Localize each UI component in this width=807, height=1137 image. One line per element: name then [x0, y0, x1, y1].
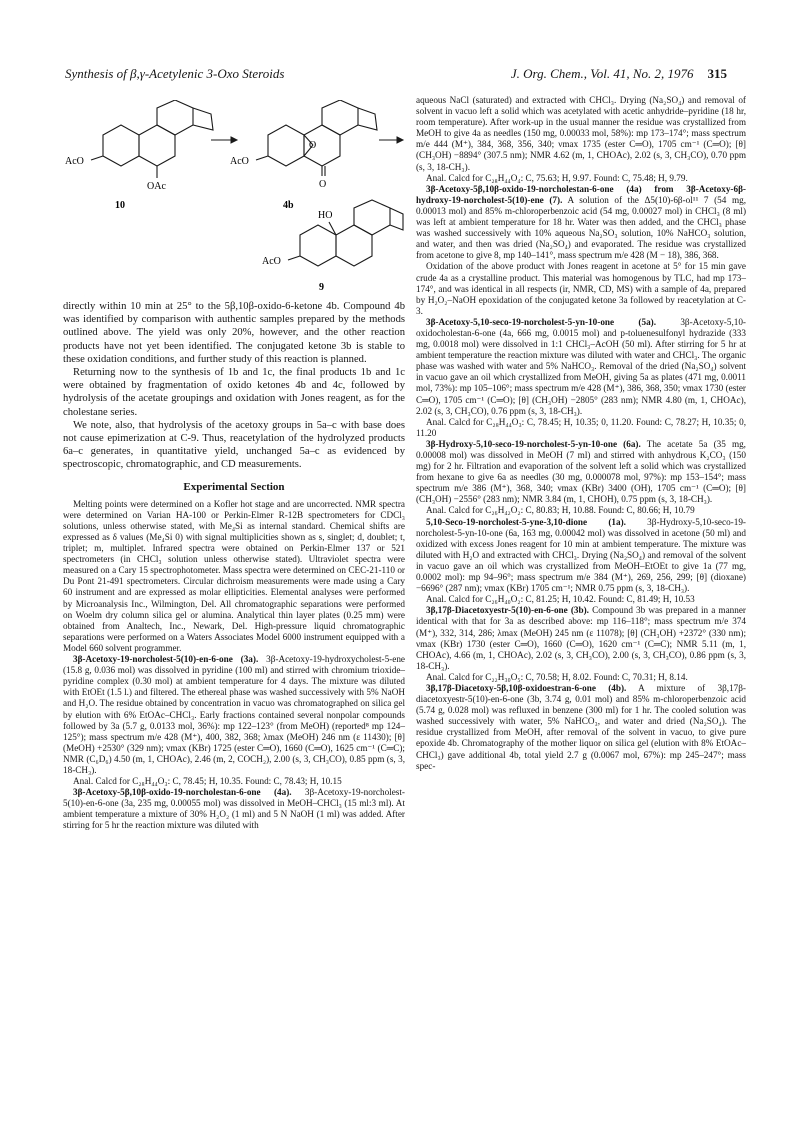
paragraph-results-1: directly within 10 min at 25° to the 5β,10β-oxido-6-ketone 4b. Compound 4b was identified by comparison with authentic samples prepared by the methods outlined above. The yield was only 20%, however, and the other reaction products have not yet been identified. The conjugated ketone 3b is stable to these oxidation conditions, and further study of this reaction is planned. — [63, 301, 405, 365]
analysis-3a: Anal. Calcd for C₂₈H₄₄O₃: C, 78.45; H, 10.35. Found: C, 78.43; H, 10.15 — [73, 776, 342, 787]
arrow-2 — [379, 137, 403, 143]
paragraph-procedure-6a — [416, 439, 746, 506]
analysis-1a: Anal. Calcd for C₂₆H₄₀O₂: C, 81.25; H, 10.42. Found: C, 81.49; H, 10.53 — [426, 594, 695, 605]
procedure-title-5a: 3β-Acetoxy-5,10-seco-19-norcholest-5-yn-10-one (5a). — [426, 316, 657, 327]
paragraph-procedure-4a — [63, 787, 405, 831]
paragraph-general-methods: Melting points were determined on a Kofler hot stage and are uncorrected. NMR spectra were determined on Varian HA-100 or Perkin-Elmer R-12B spectrometers for CDCl₃ solutions, unless otherwise stated, with Me₄Si as internal standard. Chemical shifts are expressed as δ values (Me₄Si 0) with signal multiplicities shown as s, singlet; d, doublet; t, triplet; m, multiplet. Infrared spectra were obtained on Perkin-Elmer 137 or 521 spectrometers (in CHCl₃ solution unless otherwise stated). Ultraviolet spectra were measured on a Cary 15 spectrophotometer. Mass spectra were determined on CEC-21-110 or Du Pont 21-491 spectrometers. Circular dichroism measurements were made using a Cary 60 instrument and are expressed as molar ellipticities. Elemental analyses were performed by Microanalysis Inc., Wilmington, Del. All chromatographic separations were performed on Woelm dry column silica gel or alumina. Analytical thin layer plates (0.25 mm) were obtained from Analtech, Inc., Newark, Del. High-pressure liquid chromatographic separations were performed on a Waters Associates Model 6000 instrument equipped with a Model 660 solvent programmer. — [63, 498, 405, 653]
label-aco-9: AcO — [262, 256, 281, 267]
procedure-body-4a-from-7: A solution of the Δ5(10)-6β-ol¹¹ 7 (54 mg, 0.00013 mol) and 85% m-chloroperbenzoic acid (54 mg, 0.00027 mol) in CHCl₃ (8 ml) was left at ambient temperature for 18 hr. Water was then added, and the CHCl₃ phase was washed successively with 10% aqueous Na₂SO₃ solution, 10% NaHCO₃ solution, and water, and then was dried (Na₂SO₄) and evaporated. The residue was crystallized from acetone to give 8, mp 140–141°, mass spectrum m/e 428 (M − 18), 386, 368. — [416, 194, 746, 261]
structure-4b — [256, 100, 377, 176]
procedure-title-4a-from-7: 3β-Acetoxy-5β,10β-oxido-19-norcholestan-6-one (4a) from 3β-Acetoxy-6β-hydroxy-19-norcholest-5(10)-ene (7). — [416, 183, 746, 205]
running-header-journal — [511, 66, 727, 82]
analysis-4a: Anal. Calcd for C₂₈H₄₄O₄: C, 75.63; H, 9.97. Found: C, 75.48; H, 9.79. — [426, 172, 688, 183]
paragraph-procedure-3a — [63, 654, 405, 776]
paragraph-procedure-4b — [416, 683, 746, 772]
label-oac-10: OAc — [147, 181, 166, 192]
procedure-body-4b: A mixture of 3β,17β-diacetoxyestr-5(10)-en-6-one (3b, 3.74 g, 0.01 mol) and 85% m-chloroperbenzoic acid (5.74 g, 0.028 mol) was refluxed in benzene (300 ml) for 1 hr. The cooled solution was washed successively with water, 5% NaHCO₃, and water and dried (Na₂SO₄). The residue crystallized from MeOH, after removal of the solvent in vacuo, to give pure epoxide 4b. Chromatography of the mother liquor on silica gel (elution with 8% EtOAc–CHCl₃) gave additional 4b, total yield 2.7 g (0.0067 mol, 67%): mp 245–247°; mass spec- — [416, 682, 746, 771]
paragraph-procedure-3b — [416, 605, 746, 672]
paragraph-procedure-5a — [416, 317, 746, 417]
procedure-title-3b: 3β,17β-Diacetoxyestr-5(10)-en-6-one (3b). — [426, 605, 589, 616]
procedure-body-5a: 3β-Acetoxy-5,10-oxidocholestan-6-one (4a, 666 mg, 0.0015 mol) and p-toluenesulfonyl hydrazide (333 mg, 0.0018 mol) were dissolved in 1:1 CHCl₃–AcOH (50 ml). After stirring for 5 hr at ambient temperature the reaction mixture was diluted with water and CHCl₃. The organic phase was washed with water and 5% NaHCO₃. Removal of the dried (Na₂SO₄) solvent in vacuo gave an oil which crystallized from MeOH, giving 5a as plates (471 mg, 0.0011 mol, 73%): mp 105–106°; mass spectrum m/e 428 (M⁺), 386, 368, 350; νmax 1730 (ester C═O), 1705 cm⁻¹ (C═O); [θ] (CH₃OH) −2805° (283 nm); NMR 4.80 (m, 1, CHOAc), 2.02 (s, 3, CH₃CO), 0.76 ppm (s, 3, 18-CH₃). — [416, 316, 746, 416]
paragraph-procedure-1a — [416, 517, 746, 595]
page-number: 315 — [707, 66, 727, 81]
label-compound-10: 10 — [115, 200, 125, 211]
procedure-title-6a: 3β-Hydroxy-5,10-seco-19-norcholest-5-yn-10-one (6a). — [426, 438, 641, 449]
label-ho-9: HO — [318, 210, 333, 221]
reaction-scheme — [63, 100, 405, 300]
label-aco-4b: AcO — [230, 156, 249, 167]
section-title-experimental: Experimental Section — [183, 480, 285, 493]
left-column — [63, 300, 405, 832]
paragraph-results-3: We note, also, that hydrolysis of the acetoxy groups in 5a–c with base does not cause epimerization at C-9. Thus, reacetylation of the hydrolyzed products 6a–c generates, in quantitative yield, unchanged 5a–c as evidenced by spectroscopic, chromatographic, and CD measurements. — [63, 419, 405, 471]
running-header-title: Synthesis of β,γ-Acetylenic 3-Oxo Steroids — [65, 66, 285, 81]
procedure-body-3a: 3β-Acetoxy-19-hydroxycholest-5-ene (15.8 g, 0.036 mol) was dissolved in pyridine (100 ml) and stirred with chromium trioxide–pyridine complex (0.30 mol) at ambient temperature for 4 days. The mixture was diluted with EtOEt (1.5 l.) and filtered. The ethereal phase was washed successively with 5% NaOH and H₂O. The residue obtained by concentration in vacuo was chromatographed on silica gel by elution with 6% EtOAc–CHCl₃. Early fractions contained several nonpolar compounds followed by 3a (5.7 g, 0.0133 mol, 36%): mp 122–123° (from MeOH) (reported⁸ mp 124–125°); mass spectrum m/e 428 (M⁺), 400, 382, 368; λmax (MeOH) 246 nm (ε 11430); [θ] (MeOH) +2530° (329 nm); νmax (KBr) 1725 (ester C═O), 1660 (C═O), 1625 cm⁻¹ (C═C); NMR (C₆D₆) 4.50 (m, 1, CHOAc), 2.46 (m, 2, COCH₂), 2.00 (s, 3, CH₃CO), 0.85 ppm (s, 3, 18-CH₃). — [63, 654, 405, 775]
label-aco-10: AcO — [65, 156, 84, 167]
procedure-body-6a: The acetate 5a (35 mg, 0.00008 mol) was dissolved in MeOH (7 ml) and stirred with anhydrous K₂CO₃ (150 mg) for 2 hr. Filtration and evaporation of the solvent left a solid which was crystallized from hexane to give 6a as needles (30 mg, 0.000078 mol, 97%): mp 153–154°; mass spectrum m/e 386 (M⁺), 368, 340; νmax (KBr) 3400 (OH), 1705 cm⁻¹ (C═O); [θ] (CH₃OH) −2556° (283 nm); NMR 3.84 (m, 1, CHOH), 0.75 ppm (s, 3, 18-CH₃). — [416, 438, 746, 505]
label-compound-9: 9 — [319, 282, 324, 293]
arrow-1 — [211, 137, 237, 143]
right-column — [416, 95, 746, 772]
procedure-title-1a: 5,10-Seco-19-norcholest-5-yne-3,10-dione (1a). — [426, 516, 626, 527]
paragraph-4a-continued: aqueous NaCl (saturated) and extracted with CHCl₃. Drying (Na₂SO₄) and removal of solvent in vacuo left a solid which was acetylated with acetic anhydride–pyridine (18 hr, room temperature). After work-up in the usual manner the residue was crystallized from MeOH to give 4a as needles (150 mg, 0.00033 mol, 58%): mp 173–174°; mass spectrum m/e 444 (M⁺), 384, 368, 356, 340; νmax 1735 (ester C═O), 1705 cm⁻¹ (C═O); [θ] (CH₃OH) −8894° (307.5 nm); NMR 4.62 (m, 1, CHOAc), 2.02 (s, 3, CH₃CO), 0.70 ppm (s, 3, 18-CH₃). — [416, 95, 746, 172]
procedure-body-1a: 3β-Hydroxy-5,10-seco-19-norcholest-5-yn-10-one (6a, 163 mg, 0.00042 mol) was dissolved in acetone (50 ml) and oxidized with excess Jones reagent for 10 min at ambient temperature. The mixture was diluted with H₂O and extracted with CHCl₃. Drying (Na₂SO₄) and removal of the solvent in vacuo gave an oil which was crystallized from MeOH–EtOEt to give 1a (77 mg, 0.0002 mol): mp 94–96°; mass spectrum m/e 384 (M⁺), 269, 256, 299; [θ] (dioxane) −6696° (287 nm); νmax (KBr) 1705 cm⁻¹; NMR 0.75 ppm (s, 3, 18-CH₃). — [416, 516, 746, 594]
procedure-body-4a: 3β-Acetoxy-19-norcholest-5(10)-en-6-one (3a, 235 mg, 0.00055 mol) was dissolved in MeOH–CHCl₃ (15 ml:3 ml). At ambient temperature a mixture of 30% H₂O₂ (1 ml) and 5 N NaOH (1 ml) was added. After stirring for 5 hr the reaction mixture was diluted with — [63, 787, 405, 831]
label-compound-4b: 4b — [283, 200, 294, 211]
paragraph-results-2: Returning now to the synthesis of 1b and 1c, the final products 1b and 1c were obtained by fragmentation of oxido ketones 4b and 4c, followed by hydrolysis of the acetate groupings and oxidation with Jones reagent, as for the cholestane series. — [63, 367, 405, 418]
procedure-title-4b: 3β,17β-Diacetoxy-5β,10β-oxidoestran-6-one (4b). — [426, 682, 627, 693]
structure-9 — [288, 200, 403, 266]
journal-citation: J. Org. Chem., Vol. 41, No. 2, 1976 — [510, 66, 694, 81]
analysis-6a: Anal. Calcd for C₂₆H₄₂O₂: C, 80.83; H, 10.88. Found: C, 80.66; H, 10.79 — [426, 505, 695, 516]
structure-10 — [91, 100, 213, 178]
procedure-title-4a: 3β-Acetoxy-5β,10β-oxido-19-norcholestan-6-one (4a). — [73, 787, 292, 798]
label-keto-o: O — [319, 179, 327, 190]
analysis-5a: Anal. Calcd for C₂₈H₄₄O₃: C, 78.45; H, 10.35; 0, 11.20. Found: C, 78.27; H, 10.35; 0, 11.20 — [416, 416, 746, 438]
paragraph-procedure-4a-from-7 — [416, 184, 746, 262]
procedure-title-3a: 3β-Acetoxy-19-norcholest-5(10)-en-6-one (3a). — [73, 654, 259, 665]
label-epoxide-o: O — [309, 140, 317, 151]
paragraph-jones-oxidation: Oxidation of the above product with Jones reagent in acetone at 5° for 15 min gave crude 4a as a crystalline product. This material was homogenous by TLC, had mp 173–174°, and was identical in all respects (ir, NMR, CD, MS) with a sample of 4a, prepared by H₂O₂–NaOH epoxidation of the conjugated ketone 3a followed by reacetylation at C-3. — [416, 261, 746, 316]
procedure-body-3b: Compound 3b was prepared in a manner identical with that for 3a as described above: mp 116–118°; mass spectrum m/e 374 (M⁺), 332, 314, 286; λmax (MeOH) 245 nm (ε 11078); [θ] (CH₃OH) +2372° (330 nm); νmax (KBr) 1730 (ester C═O), 1660 (C═O), 1620 cm⁻¹ (C═C); NMR 5.11 (m, 1, CHOAc), 4.66 (m, 1, CHOAc), 2.02 (s, 3, CH₃CO), 2.00 (s, 3, CH₃CO), 0.86 ppm (s, 3, 18-CH₃). — [416, 605, 746, 671]
analysis-3b: Anal. Calcd for C₂₂H₃₀O₅: C, 70.58; H, 8.02. Found: C, 70.31; H, 8.14. — [426, 671, 688, 682]
